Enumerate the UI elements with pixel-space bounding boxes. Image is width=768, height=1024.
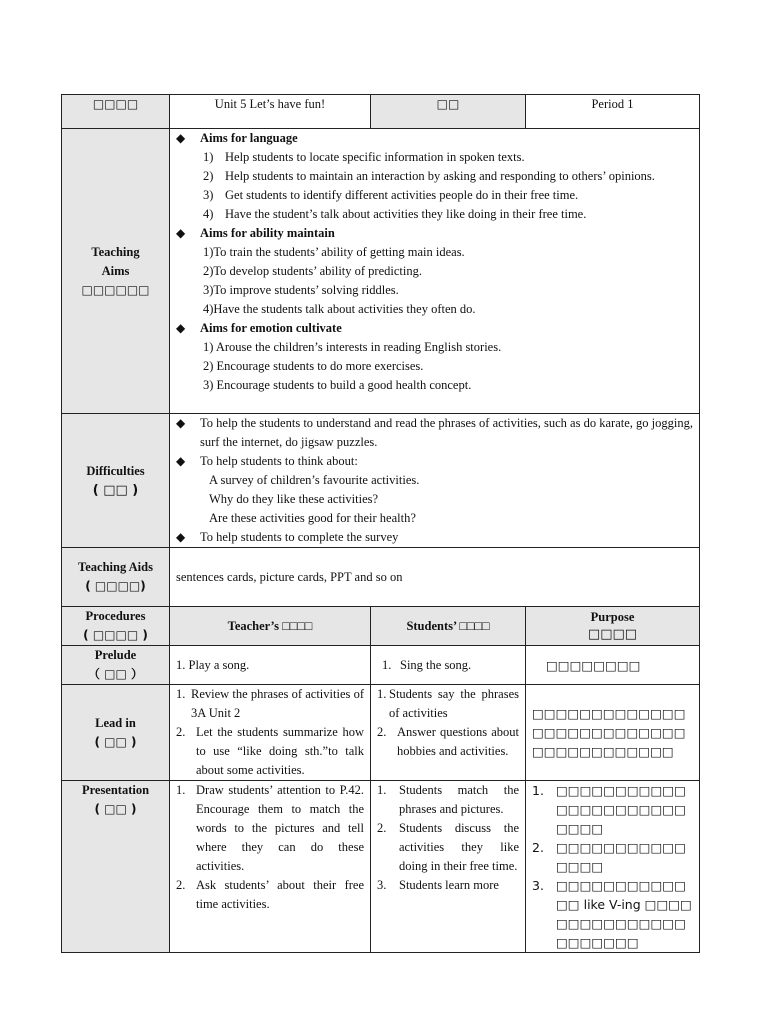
list-item: 2) Help students to maintain an interaction by asking and responding to others’ opinions. bbox=[203, 169, 655, 183]
teaching-aids-row bbox=[62, 548, 700, 607]
prelude-students: 1. Sing the song. bbox=[371, 646, 526, 685]
diamond-bullet-icon: ◆ bbox=[176, 321, 186, 335]
procedures-header-row bbox=[62, 607, 700, 646]
list-item: 4) Have the student’s talk about activities they like doing in their free time. bbox=[203, 207, 587, 221]
presentation-students bbox=[371, 781, 526, 953]
list-item: 1. Draw students’ attention to P.42. Encourage them to match the words to the pictures and tell where they can do these activities. bbox=[176, 783, 364, 873]
list-item: 1. □□□□□□□□□□□□□□□□□□□□□□□□□□ bbox=[532, 783, 686, 836]
prelude-purpose: □□□□□□□□ bbox=[526, 646, 700, 685]
list-item: 3. Students learn more bbox=[377, 878, 499, 892]
list-item: 1) Arouse the children’s interests in reading English stories. bbox=[203, 340, 502, 354]
lesson-plan-table bbox=[61, 94, 700, 953]
lead-in-purpose: □□□□□□□□□□□□□□□□□□□□□□□□□□□□□□□□□□□□□□ bbox=[526, 685, 700, 781]
aims-emotion-list bbox=[170, 338, 693, 395]
presentation-teacher bbox=[170, 781, 371, 953]
list-item: 3. □□□□□□□□□□□□□ like V-ing □□□□□□□□□□□□□□□□□□□□□□ bbox=[532, 878, 692, 950]
difficulty-bullet: ◆ To help students to think about: bbox=[170, 452, 693, 471]
presentation-label: Presentation ( □□ ) bbox=[62, 781, 170, 953]
diamond-bullet-icon: ◆ bbox=[176, 131, 186, 145]
header-row bbox=[62, 95, 700, 129]
list-item: 2. □□□□□□□□□□□□□□□ bbox=[532, 840, 686, 874]
lead-in-label: Lead in ( □□ ) bbox=[62, 685, 170, 781]
procedures-label: Procedures ( □□□□ ) bbox=[62, 607, 170, 646]
diamond-bullet-icon: ◆ bbox=[176, 416, 186, 430]
unit-title: Unit 5 Let’s have fun! bbox=[170, 95, 371, 129]
aims-emotion-heading: ◆ Aims for emotion cultivate bbox=[170, 319, 693, 338]
list-item: 2. Let the students summarize how to use “like doing sth.”to talk about some activities. bbox=[176, 725, 364, 777]
aims-ability-list bbox=[170, 243, 693, 319]
teacher-column-header: Teacher’s □□□□ bbox=[170, 607, 371, 646]
list-item: 2. Ask students’ about their free time activities. bbox=[176, 878, 364, 911]
teaching-aids-label: Teaching Aids ( □□□□) bbox=[62, 548, 170, 607]
difficulties-content bbox=[170, 414, 700, 548]
presentation-purpose bbox=[526, 781, 700, 953]
header-cell-1: □□□□ bbox=[62, 95, 170, 129]
difficulties-label: Difficulties ( □□ ) bbox=[62, 414, 170, 548]
list-item: 3) Encourage students to build a good health concept. bbox=[203, 378, 472, 392]
aims-language-heading: ◆ Aims for language bbox=[170, 129, 693, 148]
list-item: 2)To develop students’ ability of predicting. bbox=[203, 264, 422, 278]
lead-in-students bbox=[371, 685, 526, 781]
lead-in-row bbox=[62, 685, 700, 781]
teaching-aims-label: Teaching Aims □□□□□□ bbox=[62, 129, 170, 414]
list-item: 1. Students match the phrases and pictures. bbox=[377, 783, 519, 816]
difficulty-bullet: ◆ To help the students to understand and read the phrases of activities, such as do karate, go jogging, surf the internet, do jigsaw puzzles. bbox=[170, 414, 693, 452]
aims-language-list bbox=[170, 148, 693, 224]
diamond-bullet-icon: ◆ bbox=[176, 454, 186, 468]
diamond-bullet-icon: ◆ bbox=[176, 530, 186, 544]
teaching-aids-content: sentences cards, picture cards, PPT and so on bbox=[170, 548, 700, 607]
teaching-aims-content bbox=[170, 129, 700, 414]
list-item: 2) Encourage students to do more exercises. bbox=[203, 359, 424, 373]
list-item: 1. Students say the phrases of activities bbox=[377, 687, 519, 720]
diamond-bullet-icon: ◆ bbox=[176, 226, 186, 240]
list-item: 1. Review the phrases of activities of 3A Unit 2 bbox=[176, 687, 364, 720]
list-item: 1) Help students to locate specific information in spoken texts. bbox=[203, 150, 525, 164]
prelude-row bbox=[62, 646, 700, 685]
list-item: 4)Have the students talk about activities they often do. bbox=[203, 302, 476, 316]
list-item: 2. Students discuss the activities they like doing in their free time. bbox=[377, 821, 519, 873]
list-item: 3) Get students to identify different activities people do in their free time. bbox=[203, 188, 579, 202]
prelude-label: Prelude （ □□ ） bbox=[62, 646, 170, 685]
aims-ability-heading: ◆ Aims for ability maintain bbox=[170, 224, 693, 243]
difficulties-row bbox=[62, 414, 700, 548]
difficulty-bullet: ◆ To help students to complete the survey bbox=[170, 528, 693, 547]
header-cell-3: □□ bbox=[371, 95, 526, 129]
purpose-column-header: Purpose □□□□ bbox=[526, 607, 700, 646]
difficulty-sub-item: Are these activities good for their health? bbox=[209, 511, 416, 525]
presentation-row bbox=[62, 781, 700, 953]
period-label: Period 1 bbox=[526, 95, 700, 129]
list-item: 1)To train the students’ ability of getting main ideas. bbox=[203, 245, 465, 259]
teaching-aims-row bbox=[62, 129, 700, 414]
list-item: 3)To improve students’ solving riddles. bbox=[203, 283, 399, 297]
list-item: 2. Answer questions about hobbies and activities. bbox=[377, 725, 519, 758]
prelude-teacher: 1. Play a song. bbox=[170, 646, 371, 685]
lead-in-teacher bbox=[170, 685, 371, 781]
students-column-header: Students’ □□□□ bbox=[371, 607, 526, 646]
difficulty-sub-item: A survey of children’s favourite activities. bbox=[209, 473, 420, 487]
difficulty-sub-item: Why do they like these activities? bbox=[209, 492, 379, 506]
